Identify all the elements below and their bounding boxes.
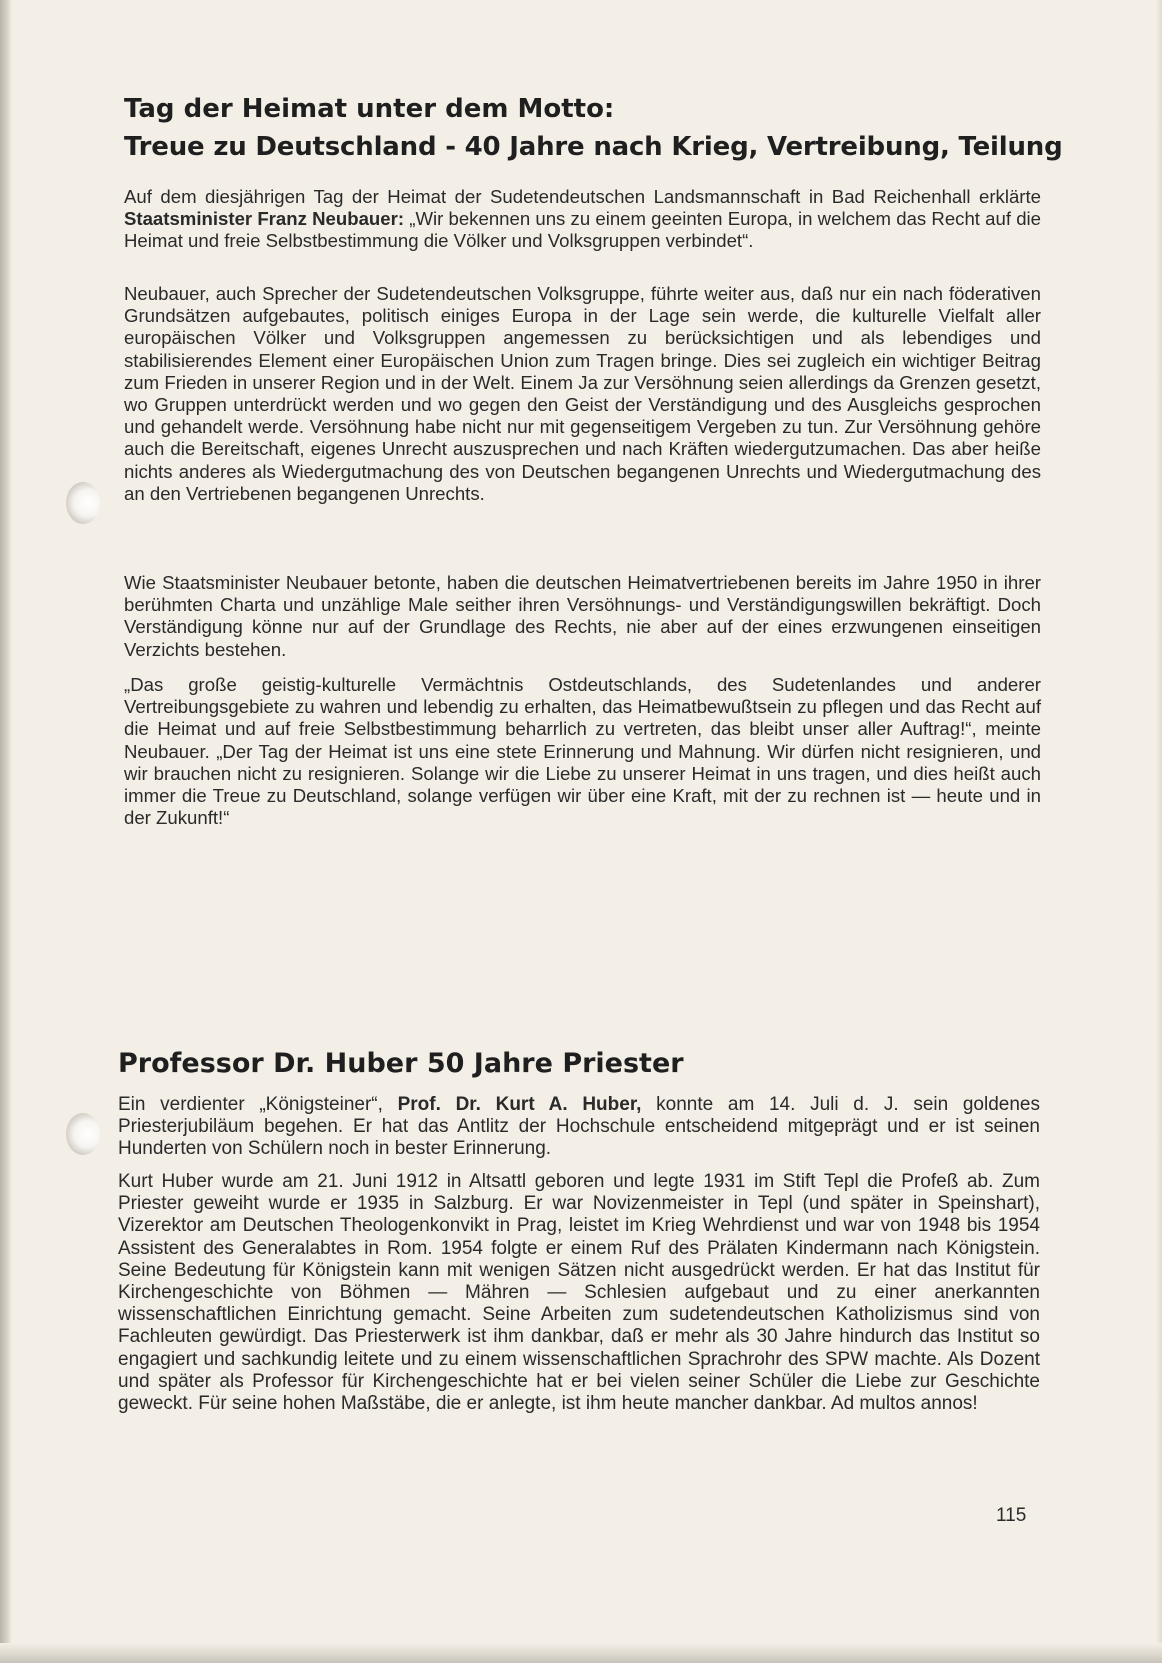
article1-paragraph-2: Neubauer, auch Sprecher der Sudetendeutschen Volksgruppe, führte weiter aus, daß nur ein nach föderativen Grundsätzen aufgebautes, politisch einiges Europa in der Lage sein werde, die kulturelle Vielfalt aller europäischen Völker und Volksgruppen angemessen zu berücksichtigen und als lebendiges und stabilisierendes Element einer Europäischen Union zum Tragen bringe. Dies sei zugleich ein wichtiger Beitrag zum Frieden in unserer Region und in der Welt. Einem Ja zur Versöhnung seien allerdings da Grenzen gesetzt, wo Gruppen unterdrückt werden und wo gegen den Geist der Verständigung und des Ausgleichs gesprochen und gehandelt werde. Versöhnung habe nicht nur mit gegenseitigem Vergeben zu tun. Zur Versöhnung gehöre auch die Bereitschaft, eigenes Unrecht auszusprechen und nach Kräften wiedergutzumachen. Das aber heiße nichts anderes als Wiedergutmachung des von Deutschen begangenen Unrechts und Wiedergutmachung des an den Vertriebenen begangenen Unrechts. xyxy=(124,283,1041,504)
article1-title-line2: Treue zu Deutschland - 40 Jahre nach Krieg, Vertreibung, Teilung xyxy=(124,132,1063,162)
article2-paragraph-2: Kurt Huber wurde am 21. Juni 1912 in Altsattl geboren und legte 1931 im Stift Tepl die Profeß ab. Zum Priester geweiht wurde er 1935 in Salzburg. Er war Novizenmeister in Tepl (und später in Speinshart), Vizerektor am Deutschen Theologenkonvikt in Prag, leistet im Krieg Wehrdienst und war von 1948 bis 1954 Assistent des Generalabtes in Rom. 1954 folgte er einem Ruf des Prälaten Kindermann nach Königstein. Seine Bedeutung für Königstein kann mit wenigen Sätzen nicht ausgedrückt werden. Er hat das Institut für Kirchengeschichte von Böhmen — Mähren — Schlesien aufgebaut und zu einer anerkannten wissenschaftlichen Einrichtung gemacht. Seine Arbeiten zum sudetendeutschen Katholizismus sind von Fachleuten gewürdigt. Das Priesterwerk ist ihm dankbar, daß er mehr als 30 Jahre hindurch das Institut so engagiert und sachkundig leitete und zu einem wissenschaftlichen Sprachrohr des SPW machte. Als Dozent und später als Professor für Kirchengeschichte hat er bei vielen seiner Schüler die Liebe zur Geschichte geweckt. Für seine hohen Maßstäbe, die er anlegte, ist ihm heute mancher dankbar. Ad multos annos! xyxy=(118,1171,1040,1415)
article2-paragraph-1 xyxy=(118,1094,1040,1161)
article2-p1-text-end: konnte am 14. Juli d. J. sein goldenes Priesterjubiläum begehen. Er hat das Antlitz der Hochschule entscheidend mitgeprägt und er ist seinen Hunderten von Schülern noch in bester Erinnerung. xyxy=(118,1094,1040,1160)
punch-hole-lower xyxy=(66,1113,100,1155)
page-right-edge xyxy=(1156,0,1162,1663)
article1-p1-text-end: „Wir bekennen uns zu einem geeinten Europa, in welchem das Recht auf die Heimat und freie Selbstbestimmung die Völker und Volksgruppen verbindet“. xyxy=(124,208,1042,252)
article1-paragraph-3: Wie Staatsminister Neubauer betonte, haben die deutschen Heimatvertriebenen bereits im Jahre 1950 in ihrer berühmten Charta und unzählige Male seither ihren Versöhnungs- und Verständigungswillen bekräftigt. Doch Verständigung könne nur auf der Grundlage des Rechts, nie aber auf der eines erzwungenen einseitigen Verzichts bestehen. xyxy=(124,572,1041,660)
page-bottom-edge xyxy=(0,1643,1162,1663)
page-number: 115 xyxy=(996,1505,1027,1526)
punch-hole-upper xyxy=(66,482,100,524)
article2-p1-bold: Prof. Dr. Kurt A. Huber, xyxy=(397,1094,642,1115)
page-binding-edge xyxy=(0,0,12,1663)
article1-p1-text-start: Auf dem diesjährigen Tag der Heimat der Sudetendeutschen Landsmannschaft in Bad Reichenhall erklärte xyxy=(124,186,1041,207)
article2-title: Professor Dr. Huber 50 Jahre Priester xyxy=(118,1048,684,1079)
article1-paragraph-1 xyxy=(124,186,1041,253)
article2-p1-text-start: Ein verdienter „Königsteiner“, xyxy=(118,1094,398,1115)
article1-title-line1: Tag der Heimat unter dem Motto: xyxy=(124,94,615,124)
article1-p1-bold: Staatsminister Franz Neubauer: xyxy=(124,208,405,230)
article1-paragraph-4: „Das große geistig-kulturelle Vermächtnis Ostdeutschlands, des Sudetenlandes und anderer Vertreibungsgebiete zu wahren und lebendig zu erhalten, das Heimatbewußtsein zu pflegen und das Recht auf die Heimat und auf freie Selbstbestimmung beharrlich zu vertreten, das bleibt unser aller Auftrag!“, meinte Neubauer. „Der Tag der Heimat ist uns eine stete Erinnerung und Mahnung. Wir dürfen nicht resignieren, und wir brauchen nicht zu resignieren. Solange wir die Liebe zu unserer Heimat in uns tragen, und dies heißt auch immer die Treue zu Deutschland, solange verfügen wir über eine Kraft, mit der zu rechnen ist — heute und in der Zukunft!“ xyxy=(124,674,1041,829)
